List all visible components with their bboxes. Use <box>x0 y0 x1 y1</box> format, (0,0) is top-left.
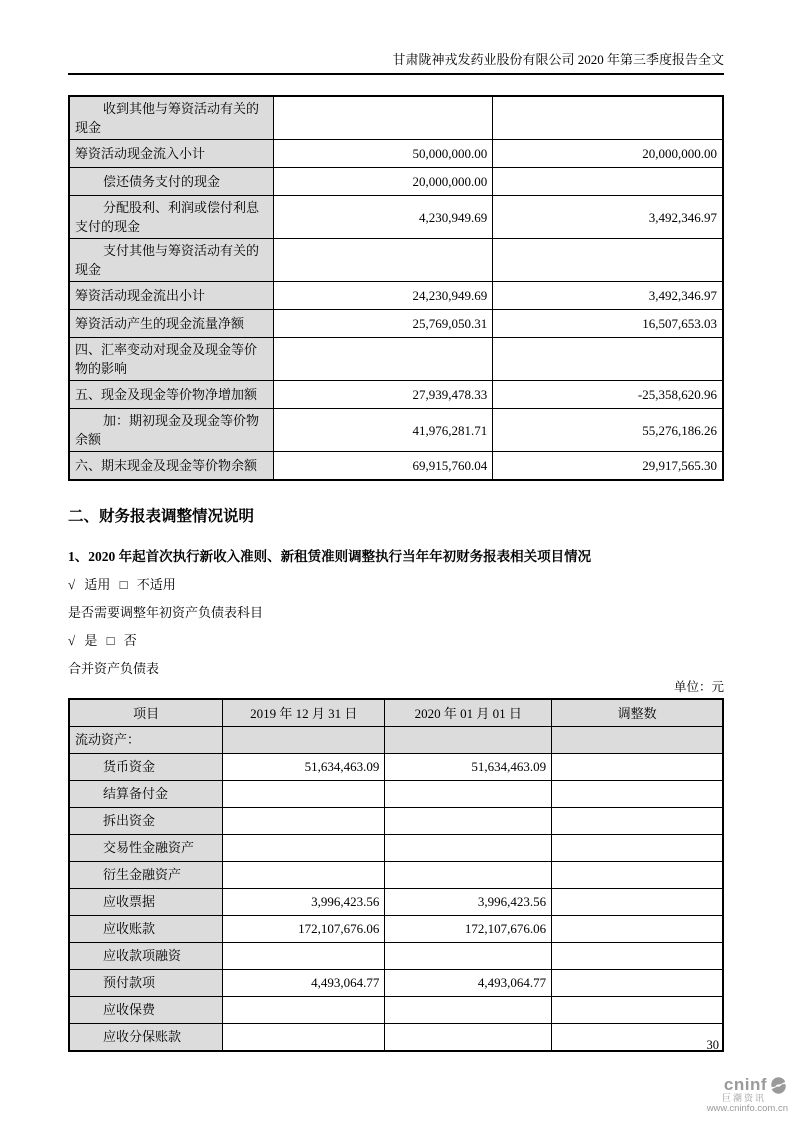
yes-no-line <box>68 633 724 649</box>
row-value-2020: 3,996,423.56 <box>385 889 552 916</box>
table-row <box>69 140 723 168</box>
logo-brand-text: cninf <box>723 1075 767 1095</box>
page-number: 30 <box>706 1038 719 1052</box>
row-label: 五、现金及现金等价物净增加额 <box>69 381 274 409</box>
row-label: 应收保费 <box>69 997 223 1024</box>
table-row <box>69 781 723 808</box>
row-label: 衍生金融资产 <box>69 862 223 889</box>
table-row <box>69 916 723 943</box>
logo-name-text: 巨潮资讯 <box>721 1092 766 1103</box>
logo-url-text: www.cninfo.com.cn <box>706 1103 788 1115</box>
swirl-icon <box>769 1076 788 1095</box>
table-row <box>69 943 723 970</box>
row-value-adjustment <box>552 916 723 943</box>
checkbox-empty-icon: □ <box>119 576 128 592</box>
table-row <box>69 239 723 282</box>
page-header <box>68 0 724 75</box>
row-label: 拆出资金 <box>69 808 223 835</box>
row-label: 六、期末现金及现金等价物余额 <box>69 452 274 480</box>
row-value-2019: 3,996,423.56 <box>223 889 385 916</box>
section-heading: 二、财务报表调整情况说明 <box>68 507 255 525</box>
row-value-2019 <box>223 943 385 970</box>
row-value-col2 <box>493 338 723 381</box>
page-content <box>68 0 724 1052</box>
row-value-2020 <box>385 1024 552 1051</box>
row-value-adjustment <box>552 781 723 808</box>
table-row <box>69 381 723 409</box>
row-value-col2: 20,000,000.00 <box>493 140 723 168</box>
row-value-2020: 4,493,064.77 <box>385 970 552 997</box>
no-label: 否 <box>123 632 137 648</box>
row-value-2020 <box>385 808 552 835</box>
check-icon: √ <box>68 632 76 648</box>
row-label: 筹资活动现金流出小计 <box>69 282 274 310</box>
table-row <box>69 196 723 239</box>
balance-sheet-table <box>68 698 724 1052</box>
row-value-col2: -25,358,620.96 <box>493 381 723 409</box>
table-title: 合并资产负债表 <box>68 660 160 676</box>
row-value-2019 <box>223 1024 385 1051</box>
row-value-col1: 4,230,949.69 <box>274 196 493 239</box>
header-title: 甘肃陇神戎发药业股份有限公司 2020 年第三季度报告全文 <box>392 52 724 67</box>
table-row <box>69 409 723 452</box>
row-label: 预付款项 <box>69 970 223 997</box>
row-value-col2: 16,507,653.03 <box>493 310 723 338</box>
column-header-adjustment: 调整数 <box>552 699 723 727</box>
row-label: 流动资产： <box>69 727 223 754</box>
row-label: 筹资活动现金流入小计 <box>69 140 274 168</box>
row-value-2019 <box>223 997 385 1024</box>
row-value-adjustment <box>552 997 723 1024</box>
row-value-2020 <box>385 781 552 808</box>
checkbox-empty-icon: □ <box>106 632 115 648</box>
row-label: 应收账款 <box>69 916 223 943</box>
row-label: 应收款项融资 <box>69 943 223 970</box>
table-row <box>69 835 723 862</box>
row-value-col1: 69,915,760.04 <box>274 452 493 480</box>
row-value-col2 <box>493 96 723 140</box>
row-value-col1 <box>274 96 493 140</box>
table-row <box>69 970 723 997</box>
question-line: 是否需要调整年初资产负债表科目 <box>68 604 264 620</box>
row-value-2020: 172,107,676.06 <box>385 916 552 943</box>
logo-brand-row <box>676 1076 788 1095</box>
table-row <box>69 1024 723 1051</box>
table-row <box>69 754 723 781</box>
row-value-col1: 41,976,281.71 <box>274 409 493 452</box>
row-value-col2: 29,917,565.30 <box>493 452 723 480</box>
row-value-2019: 172,107,676.06 <box>223 916 385 943</box>
row-value-adjustment <box>552 943 723 970</box>
table-row <box>69 997 723 1024</box>
cash-flow-table <box>68 95 724 481</box>
column-header-item: 项目 <box>69 699 223 727</box>
column-header-2020: 2020 年 01 月 01 日 <box>385 699 552 727</box>
row-value-col2 <box>493 168 723 196</box>
row-value-col1 <box>274 239 493 282</box>
row-value-adjustment <box>552 727 723 754</box>
row-value-col1: 50,000,000.00 <box>274 140 493 168</box>
row-label: 筹资活动产生的现金流量净额 <box>69 310 274 338</box>
row-value-col2 <box>493 239 723 282</box>
row-label: 加：期初现金及现金等价物余额 <box>69 409 274 452</box>
row-value-col2: 3,492,346.97 <box>493 196 723 239</box>
row-value-adjustment <box>552 862 723 889</box>
table-row <box>69 338 723 381</box>
row-value-col1: 20,000,000.00 <box>274 168 493 196</box>
row-label: 应收分保账款 <box>69 1024 223 1051</box>
row-value-adjustment <box>552 754 723 781</box>
column-header-2019: 2019 年 12 月 31 日 <box>223 699 385 727</box>
table-row <box>69 862 723 889</box>
row-value-2020 <box>385 997 552 1024</box>
row-value-col2: 55,276,186.26 <box>493 409 723 452</box>
row-value-2020: 51,634,463.09 <box>385 754 552 781</box>
row-value-col1: 25,769,050.31 <box>274 310 493 338</box>
row-value-2019 <box>223 835 385 862</box>
row-value-adjustment <box>552 889 723 916</box>
row-label: 偿还债务支付的现金 <box>69 168 274 196</box>
table-header-row <box>69 699 723 727</box>
table-row <box>69 808 723 835</box>
row-value-2019: 51,634,463.09 <box>223 754 385 781</box>
row-label: 支付其他与筹资活动有关的现金 <box>69 239 274 282</box>
check-icon: √ <box>68 576 76 592</box>
row-label: 分配股利、利润或偿付利息支付的现金 <box>69 196 274 239</box>
row-value-2019 <box>223 808 385 835</box>
row-value-2020 <box>385 835 552 862</box>
row-value-2019 <box>223 727 385 754</box>
table-row <box>69 452 723 480</box>
row-value-2019 <box>223 862 385 889</box>
not-applicable-label: 不适用 <box>136 576 176 592</box>
row-label: 应收票据 <box>69 889 223 916</box>
applicability-line <box>68 577 724 593</box>
row-value-col2: 3,492,346.97 <box>493 282 723 310</box>
row-label: 收到其他与筹资活动有关的现金 <box>69 96 274 140</box>
table-row <box>69 168 723 196</box>
row-value-adjustment <box>552 1024 723 1051</box>
unit-label: 单位：元 <box>673 679 724 694</box>
row-value-col1: 27,939,478.33 <box>274 381 493 409</box>
row-value-col1 <box>274 338 493 381</box>
row-value-2020 <box>385 862 552 889</box>
row-value-2020 <box>385 727 552 754</box>
applicable-label: 适用 <box>84 576 111 592</box>
yes-label: 是 <box>84 632 98 648</box>
row-value-2019: 4,493,064.77 <box>223 970 385 997</box>
row-value-adjustment <box>552 808 723 835</box>
row-value-adjustment <box>552 970 723 997</box>
row-label: 四、汇率变动对现金及现金等价物的影响 <box>69 338 274 381</box>
cninfo-logo <box>676 1076 788 1114</box>
table-row <box>69 889 723 916</box>
table-row <box>69 727 723 754</box>
row-value-adjustment <box>552 835 723 862</box>
row-value-col1: 24,230,949.69 <box>274 282 493 310</box>
table-row <box>69 96 723 140</box>
row-value-2020 <box>385 943 552 970</box>
row-label: 货币资金 <box>69 754 223 781</box>
row-value-2019 <box>223 781 385 808</box>
row-label: 交易性金融资产 <box>69 835 223 862</box>
row-label: 结算备付金 <box>69 781 223 808</box>
table-row <box>69 310 723 338</box>
table-row <box>69 282 723 310</box>
subsection-heading: 1、2020 年起首次执行新收入准则、新租赁准则调整执行当年年初财务报表相关项目情况 <box>68 548 592 564</box>
